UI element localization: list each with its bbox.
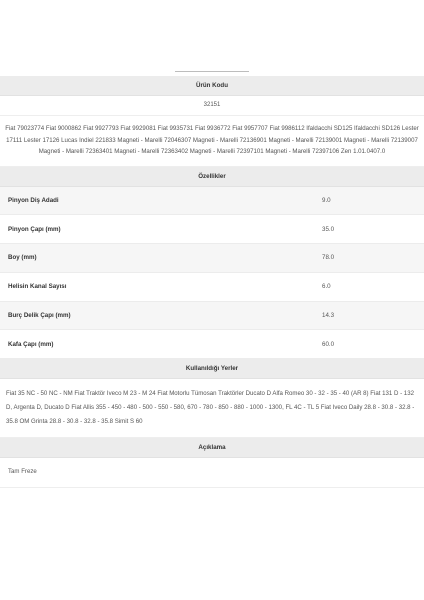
usage-text: Fiat 35 NC - 50 NC - NM Fiat Traktör Iveco M 23 - M 24 Fiat Motorlu Tümosan Traktörler Ducato D Alfa Romeo 30 - 32 - 35 - 40 (AR 8) Fiat 131 D - 132 D, Argenta D, Ducato D Fiat Allis 355 - 450 - 480 - 500 - 550 - 580, 670 - 780 - 850 - 880 - 1000 - 1300, FL 4C - TL 5 Fiat Iveco Daily 28.8 - 30.8 - 32.8 - 35.8 OM Grinta 28.8 - 30.8 - 32.8 - 35.8 Simit S 60 [0, 379, 424, 438]
spec-value: 78.0 [322, 254, 335, 262]
product-spec-table [0, 76, 424, 488]
spec-value: 60.0 [322, 340, 335, 348]
spec-row [0, 273, 424, 302]
spec-value: 6.0 [322, 283, 331, 291]
spec-value: 35.0 [322, 225, 335, 233]
spec-name: Burç Delik Çapı (mm) [8, 312, 71, 320]
description-header: Açıklama [0, 438, 424, 458]
spec-row [0, 330, 424, 359]
spec-name: Pinyon Çapı (mm) [8, 225, 61, 233]
spec-value: 14.3 [322, 312, 335, 320]
features-header: Özellikler [0, 167, 424, 187]
compatible-codes-text: Fiat 79023774 Fiat 9000862 Fiat 9927793 Fiat 9929081 Fiat 9935731 Fiat 9936772 Fiat 9957707 Fiat 9986112 Ifaldacchi SD125 Ifaldacchi SD126 Lester 17111 Lester 17126 Lucas Indiel 221833 Magneti - Marelli 72046307 Magneti - Marelli 72136901 Magneti - Marelli 72139001 Magneti - Marelli 72139007 Magneti - Marelli 72363401 Magneti - Marelli 72363402 Magneti - Marelli 72397101 Magneti - Marelli 72397106 Zen 1.01.0407.0 [0, 116, 424, 167]
spec-name: Boy (mm) [8, 254, 37, 262]
product-code-value: 32151 [0, 96, 424, 116]
spec-name: Helisin Kanal Sayısı [8, 283, 67, 291]
description-text: Tam Freze [0, 458, 424, 488]
spec-row [0, 244, 424, 273]
spec-name: Pinyon Diş Adadi [8, 196, 59, 204]
top-divider [175, 71, 249, 72]
spec-value: 9.0 [322, 196, 331, 204]
usage-header: Kullanıldığı Yerler [0, 359, 424, 379]
spec-row [0, 215, 424, 244]
spec-row [0, 187, 424, 216]
product-code-header: Ürün Kodu [0, 76, 424, 96]
spec-row [0, 302, 424, 331]
spec-name: Kafa Çapı (mm) [8, 340, 54, 348]
